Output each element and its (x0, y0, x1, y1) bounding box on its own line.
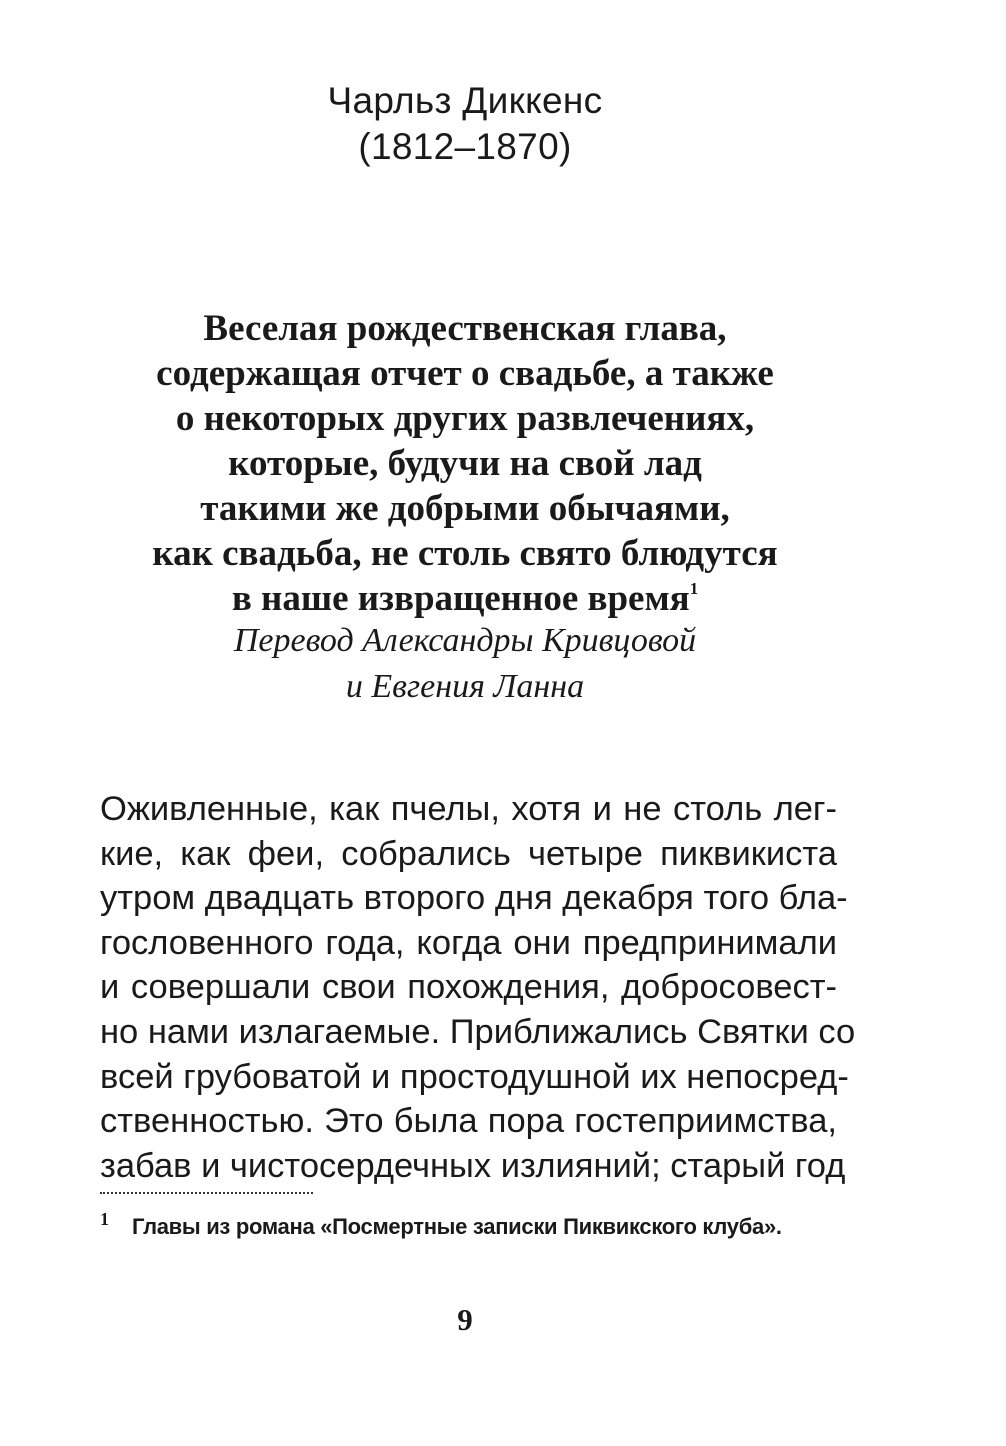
title-line: содержащая отчет о свадьбе, а также (156, 353, 774, 394)
page-number: 9 (457, 1302, 473, 1337)
body-paragraph (100, 787, 856, 1188)
title-line-text: в наше извращенное время (231, 578, 690, 619)
translator-line-1: Перевод Александры Кривцовой (233, 622, 697, 659)
body-line: забав и чистосердечных излияний; старый год (100, 1146, 846, 1185)
body-line: ственностью. Это была пора гостеприимства, (100, 1102, 837, 1141)
body-line: гословенного года, когда они предпринимали (100, 923, 837, 962)
chapter-title (0, 306, 930, 621)
footnote-text: Главы из романа «Посмертные записки Пиквикского клуба». (132, 1214, 782, 1239)
body-line: утром двадцать второго дня декабря того бла- (100, 879, 848, 918)
title-line: такими же добрыми обычаями, (200, 488, 730, 529)
footnote-reference[interactable]: 1 (689, 579, 699, 598)
translator-line-2: и Евгения Ланна (345, 668, 585, 705)
title-line: о некоторых других развлечениях, (175, 398, 755, 439)
author-years: (1812–1870) (358, 126, 572, 167)
body-line: Оживленные, как пчелы, хотя и не столь лег- (100, 790, 837, 828)
body-line: но нами излагаемые. Приближались Святки со (100, 1012, 856, 1051)
body-line: всей грубоватой и простодушной их непосред- (100, 1057, 849, 1096)
author-name: Чарльз Диккенс (327, 80, 603, 121)
title-line: Веселая рождественская глава, (203, 308, 727, 349)
footnote-mark: 1 (100, 1209, 109, 1229)
body-line: и совершали свои похождения, добросовест- (100, 968, 837, 1007)
footnote-divider (100, 1192, 313, 1194)
title-line: как свадьба, не столь свято блюдутся (152, 533, 778, 574)
title-line: которые, будучи на свой лад (228, 443, 702, 484)
translator-credit (0, 618, 930, 710)
author-heading (0, 78, 930, 170)
title-line-last (0, 576, 930, 621)
body-line: кие, как феи, собрались четыре пиквикиста (100, 834, 837, 873)
